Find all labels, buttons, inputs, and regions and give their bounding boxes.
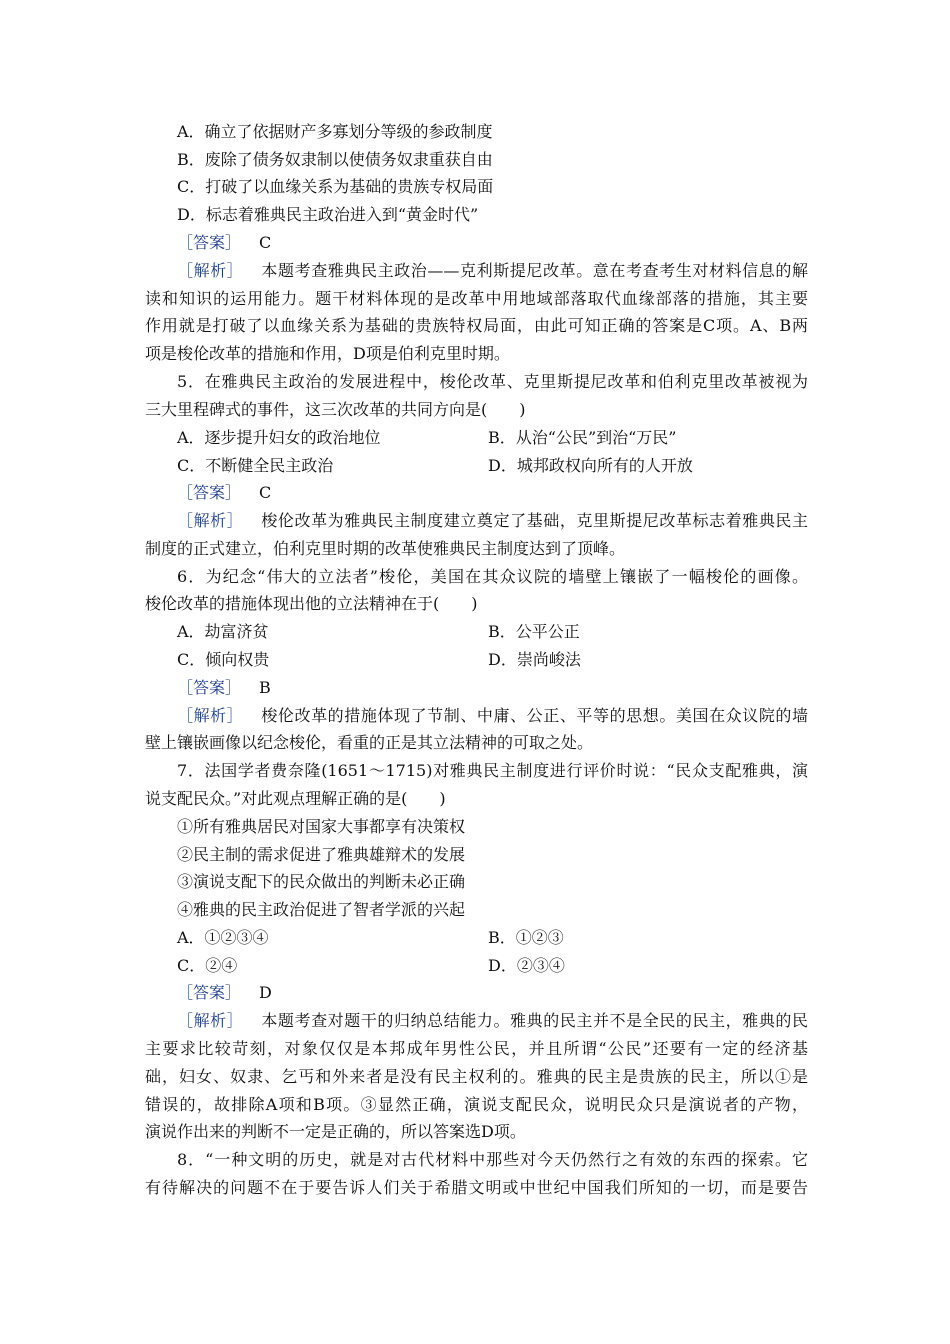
q4-explanation-line-1 xyxy=(177,260,808,282)
answer-tag: ［答案］ xyxy=(177,983,242,1002)
explanation-tag: ［解析］ xyxy=(177,706,244,725)
q7-explanation-line-3: 础，妇女、奴隶、乞丐和外来者是没有民主权利的。雅典的民主是贵族的民主，所以①是 xyxy=(145,1067,808,1086)
q6-stem-line-1: 6．为纪念“伟大的立法者”梭伦，美国在其众议院的墙壁上镶嵌了一幅梭伦的画像。 xyxy=(177,567,808,586)
answer-value: B xyxy=(259,678,271,697)
answer-value: C xyxy=(259,233,272,252)
q7-stem-line-1: 7．法国学者费奈隆(1651～1715)对雅典民主制度进行评价时说：“民众支配雅典，演 xyxy=(177,761,808,780)
q4-option-a: A．确立了依据财产多寡划分等级的参政制度 xyxy=(177,122,493,141)
q7-statement-1: ①所有雅典居民对国家大事都享有决策权 xyxy=(177,817,466,836)
q6-option-b: B．公平公正 xyxy=(488,622,580,641)
q6-explanation-line-1 xyxy=(177,705,808,727)
q5-option-b: B．从治“公民”到治“万民” xyxy=(488,428,677,447)
q6-stem-line-2: 梭伦改革的措施体现出他的立法精神在于( ) xyxy=(145,594,478,613)
explanation-tag: ［解析］ xyxy=(177,1011,244,1030)
answer-value: D xyxy=(259,983,272,1002)
explanation-tag: ［解析］ xyxy=(177,261,244,280)
explanation-text: 梭伦改革的措施体现了节制、中庸、公正、平等的思想。美国在众议院的墙 xyxy=(261,706,808,725)
q4-answer xyxy=(177,232,271,254)
q5-option-a: A．逐步提升妇女的政治地位 xyxy=(177,428,381,447)
q4-explanation-line-4: 项是梭伦改革的措施和作用，D项是伯利克里时期。 xyxy=(145,344,510,363)
q5-answer xyxy=(177,482,271,504)
q5-explanation-line-1 xyxy=(177,510,808,532)
q4-option-c: C．打破了以血缘关系为基础的贵族专权局面 xyxy=(177,177,494,196)
q7-explanation-line-1 xyxy=(177,1010,808,1032)
q5-stem-line-2: 三大里程碑式的事件，这三次改革的共同方向是( ) xyxy=(145,400,526,419)
q5-option-c: C．不断健全民主政治 xyxy=(177,456,334,475)
q8-stem-line-2: 有待解决的问题不在于要告诉人们关于希腊文明或中世纪中国我们所知的一切，而是要告 xyxy=(145,1178,808,1197)
q6-option-a: A．劫富济贫 xyxy=(177,622,269,641)
q4-explanation-line-3: 作用就是打破了以血缘关系为基础的贵族特权局面，由此可知正确的答案是C项。A、B两 xyxy=(145,316,808,335)
q8-stem-line-1: 8．“一种文明的历史，就是对古代材料中那些对今天仍然行之有效的东西的探索。它 xyxy=(177,1150,808,1169)
q7-option-c: C．②④ xyxy=(177,956,238,975)
q7-explanation-line-4: 错误的，故排除A项和B项。③显然正确，演说支配民众，说明民众只是演说者的产物， xyxy=(145,1095,808,1114)
q7-option-b: B．①②③ xyxy=(488,928,564,947)
q6-option-c: C．倾向权贵 xyxy=(177,650,270,669)
q6-explanation-line-2: 壁上镶嵌画像以纪念梭伦，看重的正是其立法精神的可取之处。 xyxy=(145,733,594,752)
answer-tag: ［答案］ xyxy=(177,483,242,502)
q7-explanation-line-5: 演说作出来的判断不一定是正确的，所以答案选D项。 xyxy=(145,1122,526,1141)
q6-answer xyxy=(177,677,271,699)
q5-stem-line-1: 5．在雅典民主政治的发展进程中，梭伦改革、克里斯提尼改革和伯利克里改革被视为 xyxy=(177,372,808,391)
q7-answer xyxy=(177,982,272,1004)
q7-statement-3: ③演说支配下的民众做出的判断未必正确 xyxy=(177,872,466,891)
q7-statement-4: ④雅典的民主政治促进了智者学派的兴起 xyxy=(177,900,466,919)
q7-option-d: D．②③④ xyxy=(488,956,565,975)
q7-option-a: A．①②③④ xyxy=(177,928,269,947)
q7-explanation-line-2: 主要求比较苛刻，对象仅仅是本邦成年男性公民，并且所谓“公民”还要有一定的经济基 xyxy=(145,1039,808,1058)
q4-explanation-line-2: 读和知识的运用能力。题干材料体现的是改革中用地域部落取代血缘部落的措施，其主要 xyxy=(145,289,808,308)
q7-stem-line-2: 说支配民众。”对此观点理解正确的是( ) xyxy=(145,789,446,808)
q4-option-b: B．废除了债务奴隶制以使债务奴隶重获自由 xyxy=(177,150,493,169)
answer-value: C xyxy=(259,483,272,502)
explanation-text: 梭伦改革为雅典民主制度建立奠定了基础，克里斯提尼改革标志着雅典民主 xyxy=(261,511,808,530)
explanation-text: 本题考查雅典民主政治——克利斯提尼改革。意在考查考生对材料信息的解 xyxy=(261,261,808,280)
explanation-tag: ［解析］ xyxy=(177,511,244,530)
answer-tag: ［答案］ xyxy=(177,678,242,697)
q7-statement-2: ②民主制的需求促进了雅典雄辩术的发展 xyxy=(177,845,466,864)
q4-option-d: D．标志着雅典民主政治进入到“黄金时代” xyxy=(177,205,479,224)
q6-option-d: D．崇尚峻法 xyxy=(488,650,581,669)
q5-explanation-line-2: 制度的正式建立，伯利克里时期的改革使雅典民主制度达到了顶峰。 xyxy=(145,539,626,558)
answer-tag: ［答案］ xyxy=(177,233,242,252)
q5-option-d: D．城邦政权向所有的人开放 xyxy=(488,456,693,475)
explanation-text: 本题考查对题干的归纳总结能力。雅典的民主并不是全民的民主，雅典的民 xyxy=(261,1011,808,1030)
